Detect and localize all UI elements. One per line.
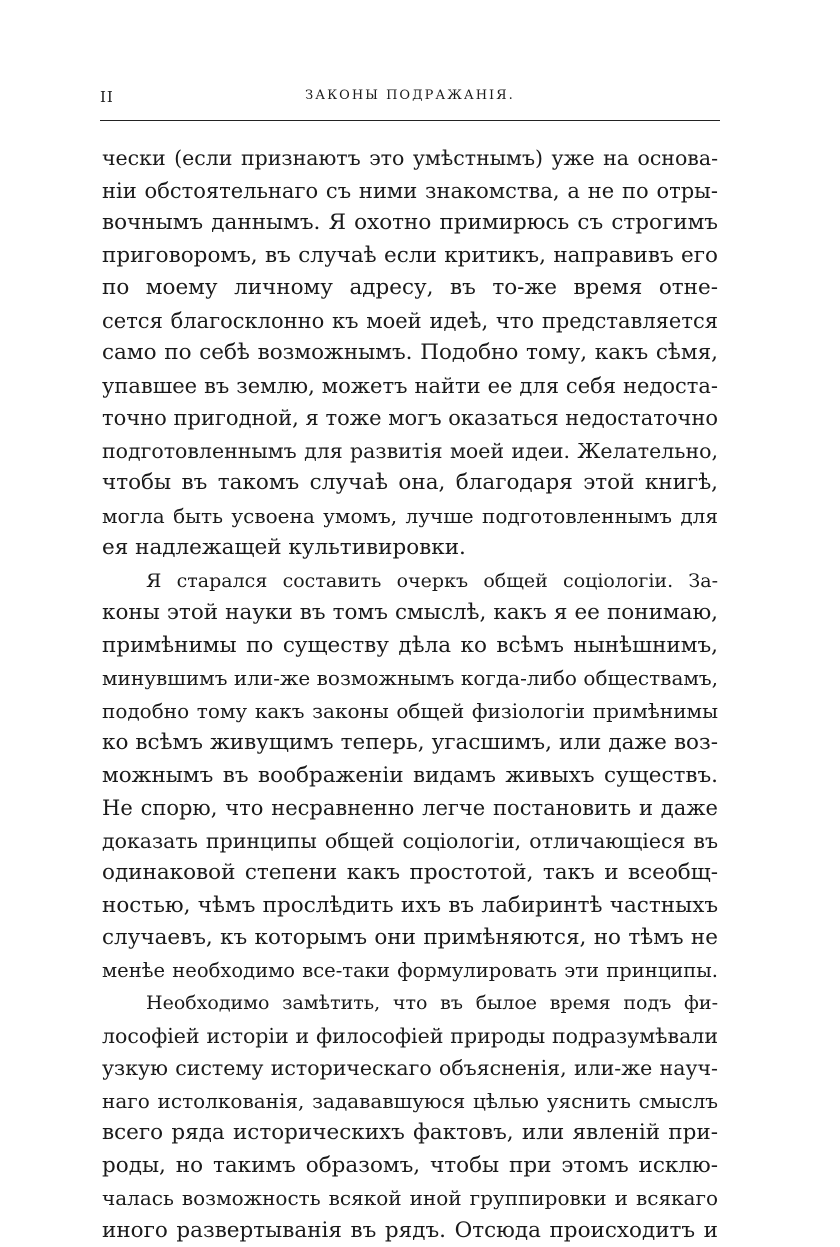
text-line: само по себѣ возможнымъ. Подобно тому, какъ сѣмя, — [102, 337, 718, 370]
text-line: можнымъ въ воображеніи видамъ живыхъ существъ. — [102, 760, 718, 793]
text-line: ніи обстоятельнаго съ ними знакомства, а не по отры- — [102, 175, 718, 208]
text-line: чалась возможность всякой иной группировки и всякаго — [102, 1182, 718, 1215]
text-line: роды, но такимъ образомъ, чтобы при этомъ исклю- — [102, 1150, 718, 1183]
text-line: Я старался составить очеркъ общей соціологіи. За- — [102, 565, 718, 598]
text-line: всего ряда историческихъ фактовъ, или явленій при- — [102, 1117, 718, 1150]
text-line: по моему личному адресу, въ то-же время отне- — [102, 272, 718, 305]
text-line: ко всѣмъ живущимъ теперь, угасшимъ, или даже воз- — [102, 727, 718, 760]
text-line: чтобы въ такомъ случаѣ она, благодаря этой книгѣ, — [102, 467, 718, 500]
text-line: примѣнимы по существу дѣла ко всѣмъ нынѣшнимъ, — [102, 630, 718, 663]
text-line: лософіей исторіи и философіей природы подразумѣвали — [102, 1020, 718, 1053]
text-line: точно пригодной, я тоже могъ оказаться недостаточно — [102, 402, 718, 435]
text-line: коны этой науки въ томъ смыслѣ, какъ я ее понимаю, — [102, 597, 718, 630]
text-line: одинаковой степени какъ простотой, такъ и всеобщ- — [102, 857, 718, 890]
text-line: ностью, чѣмъ прослѣдить ихъ въ лабиринтѣ частныхъ — [102, 890, 718, 923]
body-text — [102, 142, 718, 1247]
text-line: подобно тому какъ законы общей физіологіи примѣнимы — [102, 695, 718, 728]
text-line: узкую систему историческаго объясненія, или-же науч- — [102, 1052, 718, 1085]
text-line: сется благосклонно къ моей идеѣ, что представляется — [102, 305, 718, 338]
text-line: чески (если признаютъ это умѣстнымъ) уже на основа- — [102, 142, 718, 175]
text-line: упавшее въ землю, можетъ найти ее для себя недоста- — [102, 370, 718, 403]
text-line: подготовленнымъ для развитія моей идеи. Желательно, — [102, 435, 718, 468]
text-line: вочнымъ даннымъ. Я охотно примирюсь съ строгимъ — [102, 207, 718, 240]
text-line: Не спорю, что несравненно легче постановить и даже — [102, 792, 718, 825]
page-number: II — [100, 88, 114, 106]
text-line: случаевъ, къ которымъ они примѣняются, но тѣмъ не — [102, 922, 718, 955]
text-line: наго истолкованія, задававшуюся цѣлью уяснить смыслъ — [102, 1085, 718, 1118]
text-line: иного развертыванія въ рядъ. Отсюда происходитъ и — [102, 1215, 718, 1247]
text-line: приговоромъ, въ случаѣ если критикъ, направивъ его — [102, 240, 718, 273]
running-title: ЗАКОНЫ ПОДРАЖАНІЯ. — [100, 88, 720, 103]
text-line: менѣе необходимо все-таки формулировать эти принципы. — [102, 955, 718, 988]
text-line: ея надлежащей культивировки. — [102, 532, 718, 565]
header-rule — [100, 120, 720, 121]
text-line: минувшимъ или-же возможнымъ когда-либо обществамъ, — [102, 662, 718, 695]
text-line: могла быть усвоена умомъ, лучше подготовленнымъ для — [102, 500, 718, 533]
text-line: доказать принципы общей соціологіи, отличающіеся въ — [102, 825, 718, 858]
page-header — [100, 88, 720, 112]
text-line: Необходимо замѣтить, что въ былое время подъ фи- — [102, 987, 718, 1020]
